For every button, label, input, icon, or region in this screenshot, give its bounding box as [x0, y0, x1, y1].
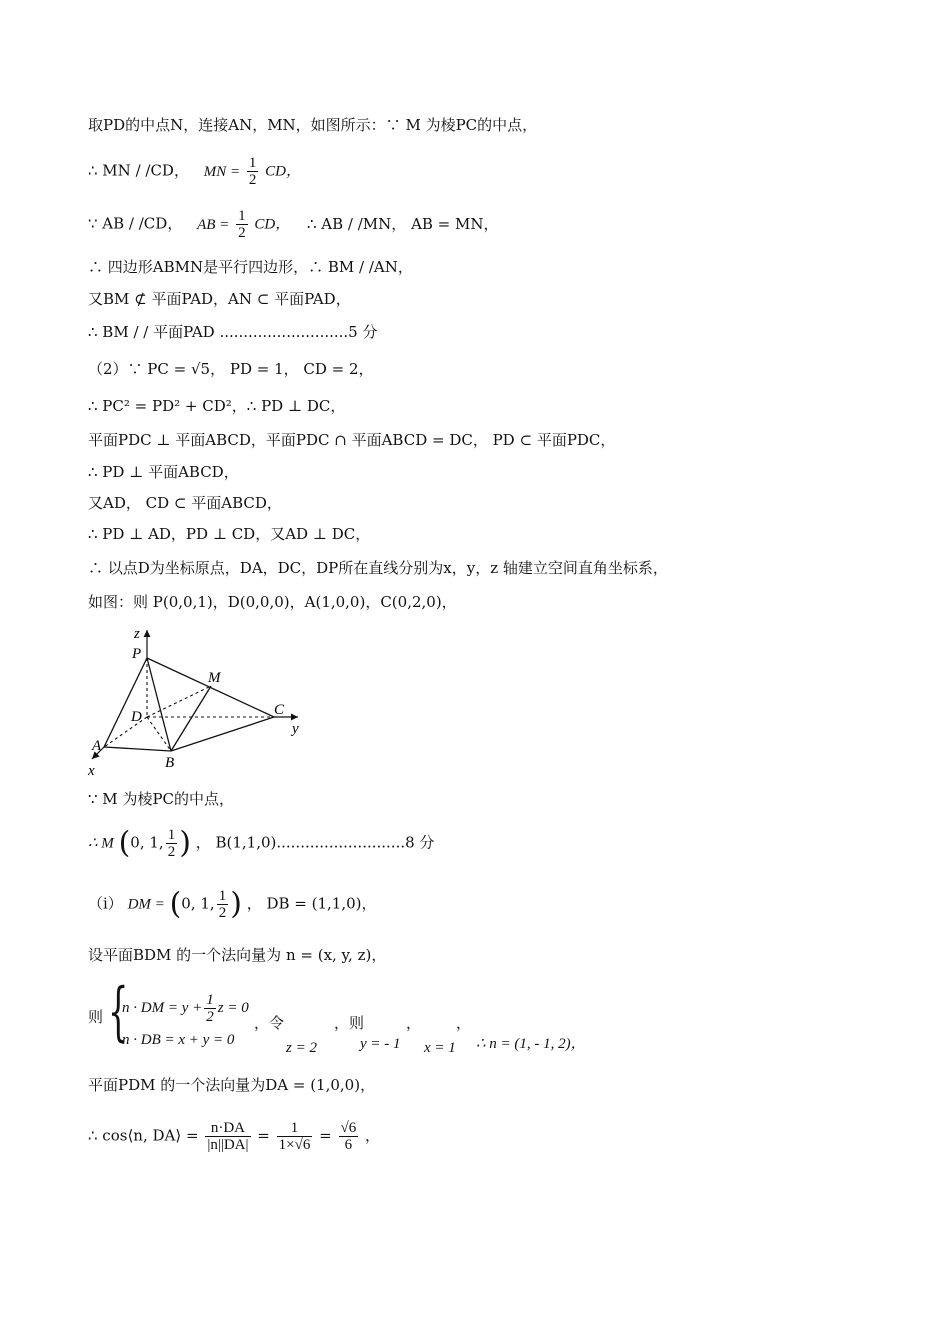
m-label: ∴ M — [88, 835, 114, 852]
text-line-5: 又BM ⊄ 平面PAD，AN ⊂ 平面PAD， — [88, 290, 351, 308]
item-i: （i） — [88, 894, 123, 913]
text-line-13: ∴ 以点D为坐标原点，DA，DC，DP所在直线分别为x，y，z 轴建立空间直角坐标系， — [88, 559, 668, 577]
vector-db: ， DB = (1,1,0)， — [246, 894, 377, 913]
text-line-8: ∴ PC² = PD² + CD²，∴ PD ⊥ DC， — [88, 397, 346, 415]
text-line-15: ∵ M 为棱PC的中点， — [88, 790, 235, 808]
fraction-dot: $\frac{n\cdot DA}{|n||DA|}$ — [207, 1120, 249, 1153]
text-line-2 — [88, 155, 301, 188]
ab-parallel-mn: ∴ AB / /MN， AB = MN， — [307, 214, 499, 233]
label-a: A — [92, 738, 102, 754]
ab-eq: AB = — [197, 216, 230, 233]
label-z: z — [134, 626, 140, 642]
paren-open: ( — [118, 825, 131, 861]
fraction-half: $\frac{1}{2}$ — [167, 827, 176, 860]
fraction-value: $\frac{1}{1\times√6}$ — [278, 1120, 311, 1153]
text-line-14: 如图：则 P(0,0,1)，D(0,0,0)，A(1,0,0)，C(0,2,0)， — [88, 593, 457, 611]
eq-n-db: n · DB = x + y = 0 — [122, 1032, 235, 1048]
equals-1: = — [257, 1126, 270, 1145]
cos-label: ∴ cos⟨n, DA⟩ = — [88, 1126, 199, 1145]
y-value: y = - 1 — [360, 1036, 401, 1052]
fraction-half: $\frac{1}{2}$ — [238, 208, 246, 241]
paren-open: ( — [169, 886, 182, 922]
edge-db — [147, 717, 171, 751]
vector-dm: DM = — [127, 896, 165, 913]
m-coords: 0, 1, — [130, 833, 164, 852]
label-y: y — [292, 721, 299, 737]
edge-pb — [147, 658, 171, 751]
comma-1: ， — [406, 1014, 422, 1032]
x-value: x = 1 — [424, 1040, 456, 1056]
mn-parallel-cd: ∴ MN / /CD， — [88, 161, 189, 180]
text-line-10: ∴ PD ⊥ 平面ABCD， — [88, 463, 239, 481]
edge-pa — [104, 658, 147, 747]
text-line-20: 平面PDM 的一个法向量为DA = (1,0,0)， — [88, 1076, 376, 1094]
dm-coords: 0, 1, — [181, 894, 215, 913]
text-line-17 — [88, 888, 377, 921]
fraction-result: $\frac{√6}{6}$ — [340, 1120, 357, 1153]
text-line-9: 平面PDC ⊥ 平面ABCD，平面PDC ∩ 平面ABCD = DC， PD ⊂ 平面PDC， — [88, 431, 616, 449]
text-line-1: 取PD的中点N，连接AN，MN，如图所示：∵ M 为棱PC的中点， — [88, 116, 538, 134]
text-line-7: （2）∵ PC = √5， PD = 1， CD = 2， — [88, 360, 374, 378]
text-line-21 — [88, 1120, 380, 1153]
z-value: z = 2 — [286, 1040, 317, 1056]
text-line-3 — [88, 208, 499, 241]
mn-eq: MN = — [203, 163, 241, 180]
coordinate-figure — [84, 622, 314, 782]
label-m: M — [208, 670, 221, 686]
edge-bc — [171, 717, 274, 751]
text-line-18: 设平面BDM 的一个法向量为 n = (x, y, z)， — [88, 946, 387, 964]
then-label-2: ，则 — [334, 1014, 365, 1032]
brace: { — [108, 975, 129, 1049]
label-d: D — [131, 709, 142, 725]
cd-label: CD， — [254, 216, 291, 233]
fraction-half: $\frac{1}{2}$ — [218, 888, 227, 921]
edge-ab — [104, 747, 171, 751]
label-p: P — [132, 646, 142, 662]
equals-2: = — [319, 1126, 332, 1145]
fraction-half: $\frac{1}{2}$ — [248, 155, 257, 188]
ab-parallel-cd: ∵ AB / /CD， — [88, 214, 183, 233]
comma-end: ， — [365, 1126, 381, 1145]
label-x: x — [88, 763, 95, 779]
text-line-4: ∴ 四边形ABMN是平行四边形，∴ BM / /AN， — [88, 258, 413, 276]
cd-label: CD， — [265, 163, 302, 180]
let-label: ，令 — [254, 1014, 285, 1032]
label-c: C — [274, 702, 285, 718]
paren-close: ) — [230, 886, 242, 922]
label-b: B — [165, 755, 175, 771]
then-label: 则 — [88, 1008, 104, 1026]
text-line-16 — [88, 827, 434, 860]
text-line-12: ∴ PD ⊥ AD，PD ⊥ CD，又AD ⊥ DC， — [88, 525, 371, 543]
b-coords: ， B(1,1,0)...........................8 分 — [195, 833, 435, 852]
comma-2: ， — [456, 1014, 472, 1032]
text-line-6: ∴ BM / / 平面PAD ...........................5 分 — [88, 323, 378, 341]
text-line-11: 又AD， CD ⊂ 平面ABCD， — [88, 494, 282, 512]
fraction-half: $\frac{1}{2}$ — [206, 992, 214, 1025]
eq-n-dm: n · DM = y + $\frac{1}{2}$ z = 0 — [122, 992, 249, 1025]
normal-vector-result: ∴ n = (1, - 1, 2)， — [476, 1036, 586, 1052]
equation-system — [88, 975, 608, 1056]
paren-close: ) — [179, 825, 191, 861]
